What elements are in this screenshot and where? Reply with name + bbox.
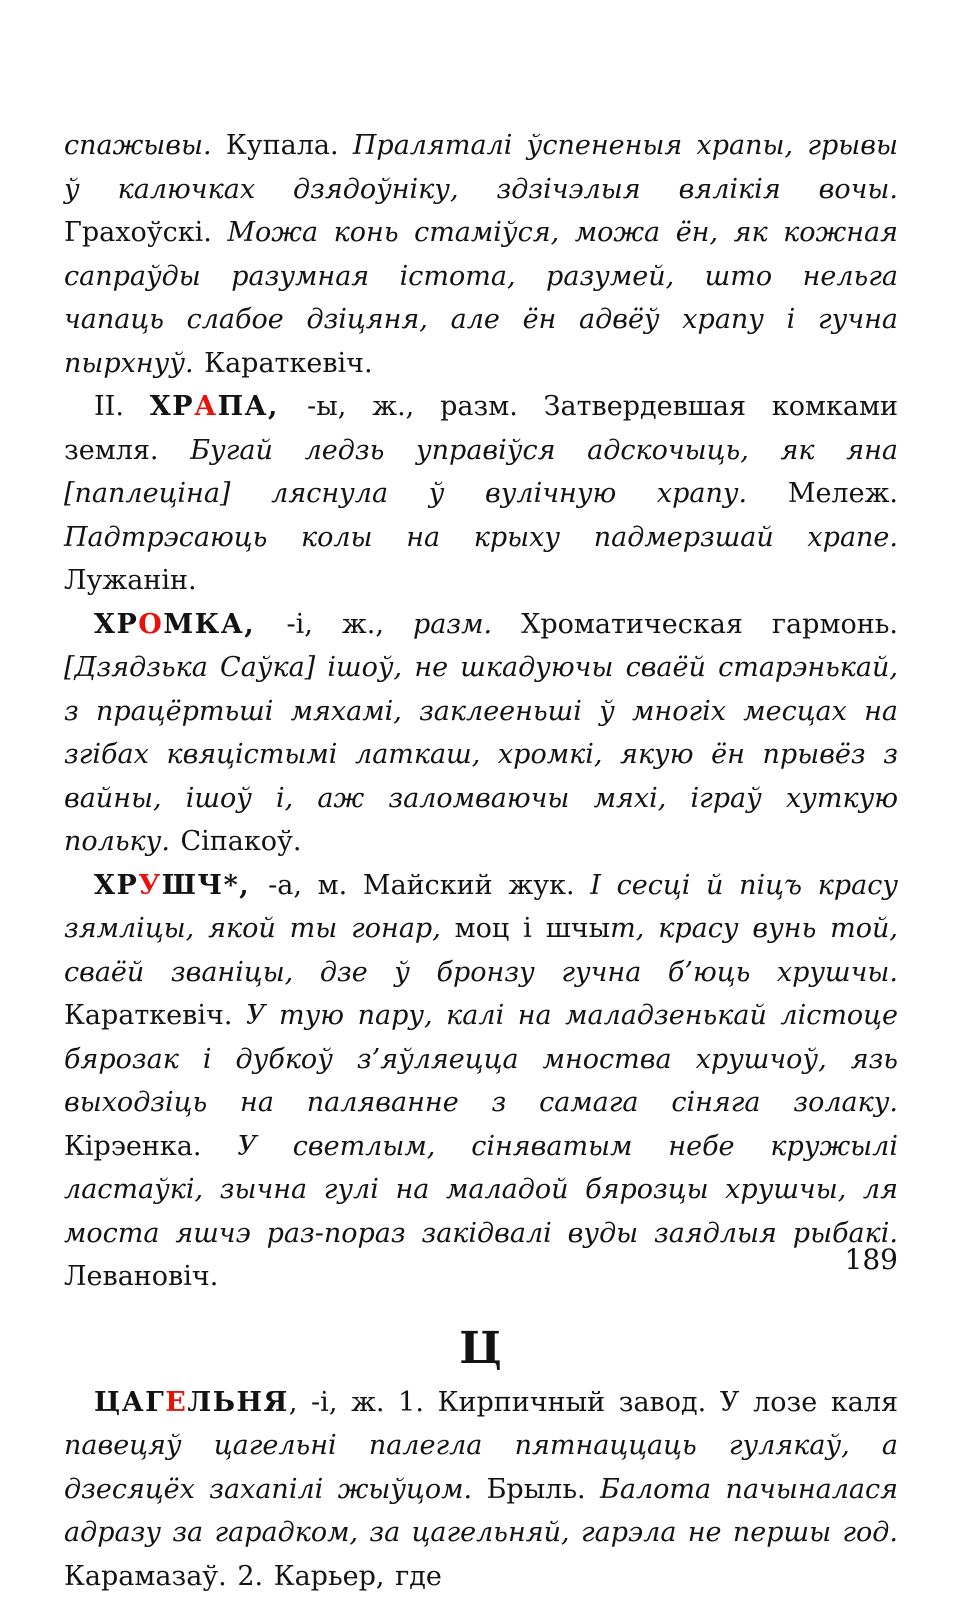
body-text: -і, ж., [287, 609, 413, 640]
section-letter-heading: Ц [64, 1325, 898, 1373]
headword-part: ШЧ*, [162, 870, 268, 901]
quote-text: Можа конь стаміўся, можа ён, як кожная сапраўды разумная істота, разумей, што нельга чапаць слабое дзіцяня, але ён адвёў храпу і гучна пырхнуў. [64, 217, 898, 379]
quote-text: У светлым, сіняватым небе кружылі ластаўкі, зычна гулі на маладой бярозцы хрушчы, ля моста яшчэ раз-пораз закідвалі вуды заядлыя рыбакі. [64, 1131, 898, 1249]
quote-text: І сесці й піцъ красу зямліцы, якой ты гонар, [64, 870, 898, 945]
body-text: Купала. [226, 130, 353, 161]
entry-paragraph [64, 864, 898, 1299]
quote-text: Праляталі ўспененыя храпы, грывы ў калючках дзядоўніку, здзічэлыя вялікія вочы. [64, 130, 898, 205]
body-text: Карамазаў. 2. Карьер, где [64, 1561, 442, 1592]
body-text: Караткевіч. [64, 1000, 246, 1031]
headword-part: ПА, [218, 391, 308, 422]
body-text: Хроматическая гармонь. [521, 609, 898, 640]
body-text: Сіпакоў. [181, 826, 302, 857]
stressed-letter: Е [165, 1387, 187, 1418]
quote-text: спажывы. [64, 130, 226, 161]
body-text: Брыль. [487, 1474, 600, 1505]
body-text: -ы, ж., разм. Затвердевшая комками земля. [64, 391, 898, 466]
body-text: моц і шчы [455, 913, 610, 944]
entry-paragraph [64, 603, 898, 864]
body-text: II. [94, 391, 150, 422]
quote-text: т, красу вунь той, сваёй званіцы, дзе ў бронзу гучна б’юць хрушчы. [64, 913, 898, 988]
quote-text: [Дзядзька Саўка] ішоў, не шкадуючы сваёй старэнькай, з працёртьші мяхамі, заклееньші ў многіх месцах на згібах квяцістымі латкаш, хромкі, якую ён прывёз з вайны, ішоў і, аж заломваючы мяхі, іграў хуткую польку. [64, 652, 898, 857]
page-number: 189 [845, 1244, 898, 1276]
quote-text: Бугай ледзь управіўся адскочыць, як яна [паплеціна] ляснула ў вулічную храпу. [64, 435, 898, 510]
entry-paragraph [64, 385, 898, 603]
headword-part: ЛЬНЯ [187, 1387, 288, 1418]
quote-text: разм. [413, 609, 521, 640]
headword-part: МКА, [163, 609, 286, 640]
entry-paragraph [64, 1381, 898, 1598]
body-text: -а, м. Майский жук. [268, 870, 590, 901]
text-block [64, 124, 898, 1598]
stressed-letter: О [138, 609, 163, 640]
quote-text: Падтрэсаюць колы на крыху падмерзшай храпе. [64, 522, 898, 553]
quote-text: У тую пару, калі на маладзенькай лістоце бярозак і дубкоў з’яўляецца мноства хрушчоў, язь выходзіць на паляванне з самага сіняга золаку. [64, 1000, 898, 1118]
headword-part: ЦАГ [94, 1387, 165, 1418]
body-text: Лужанін. [64, 565, 197, 596]
body-text: Мележ. [788, 478, 898, 509]
body-text: Кірэенка. [64, 1131, 237, 1162]
quote-text: Балота пачыналася адразу за гарадком, за цагельняй, гарэла не першы год. [64, 1474, 898, 1549]
stressed-letter: У [138, 870, 161, 901]
body-text: , -і, ж. 1. Кирпичный завод. У лозе каля [289, 1387, 898, 1418]
entry-paragraph [64, 124, 898, 385]
headword-part: ХР [94, 870, 138, 901]
body-text: Караткевіч. [204, 348, 372, 379]
stressed-letter: А [194, 391, 218, 422]
quote-text: павецяў цагельні палегла пятнаццаць гулякаў, а дзесяцёх захапілі жыўцом. [64, 1430, 898, 1505]
body-text: Левановіч. [64, 1261, 218, 1292]
headword-part: ХР [94, 609, 138, 640]
body-text: Грахоўскі. [64, 217, 227, 248]
headword-part: ХР [150, 391, 194, 422]
